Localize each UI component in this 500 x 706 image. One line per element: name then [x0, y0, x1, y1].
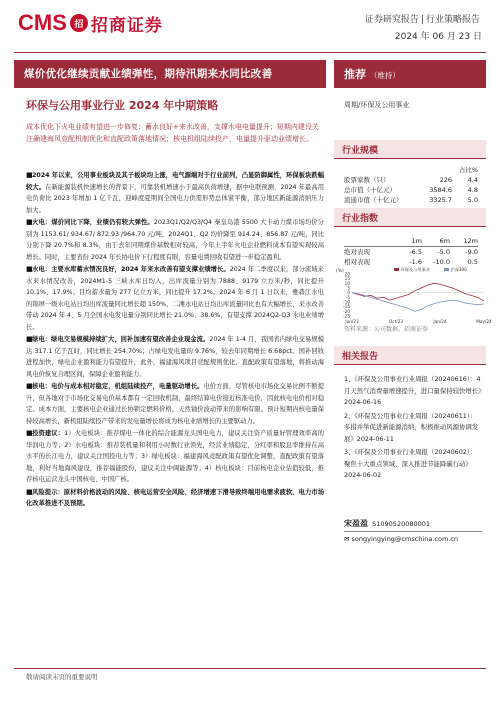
chart-source: 资料来源：公司数据、招商证券	[344, 326, 429, 333]
brand-cn: 招商证券	[90, 15, 163, 36]
y-tick-label: -5	[345, 294, 350, 300]
analyst-divider	[344, 531, 482, 532]
industry-index-table	[344, 236, 478, 267]
bullet-icon: ■	[26, 171, 33, 179]
report-meta: 证券研究报告 | 行业策略报告 2024 年 06 月 23 日	[364, 15, 482, 42]
row-value: -6.5	[409, 248, 422, 256]
y-tick-label: 15	[344, 276, 350, 282]
unit-header: 占比%	[458, 166, 478, 174]
industry-scale-table	[344, 165, 478, 205]
row-label: 绝对表现	[344, 248, 370, 256]
analyst-email[interactable]: songyingying@cmschina.com.cn	[351, 535, 459, 543]
bullet-icon: ■	[26, 429, 33, 437]
row-label: 相对表现	[344, 258, 370, 266]
bullet-icon: ■	[26, 382, 33, 390]
y-tick-label: 20	[344, 271, 350, 277]
x-tick-label: Jan/24	[433, 319, 447, 324]
para-text: 2024 年二季度以来，部分流域来水来水情况改善，2024M1-5 三峡水库日均入，出库流量分别为 7888、9179 立方米/秒，同比提升 10.1%、17.9%；目均蓄水量为 277 亿立方米，同比提升 17.2%。2024 年 6 月 1 日以来，雅砻江水电的锦屏一级水电站日均出库流量同比增长超 150%，二滩水电站日均出库流量同比也有大幅增长，来水改善带动 2024 年 4、5 月全国水电发电量分别同比增长 21.0%、38.6%，有望支撑 2024Q2-Q3 水电业绩增长。	[26, 266, 325, 331]
report-category: 行业策略报告	[425, 15, 480, 25]
row-value: 226	[439, 176, 452, 184]
period-header: 6m	[439, 237, 450, 245]
report-subtitle: 环保与公用事业行业 2024 年中期策略	[26, 99, 219, 112]
table-row	[344, 246, 478, 257]
bullet-icon: ■	[26, 335, 33, 343]
bullet-icon: ■	[26, 218, 33, 226]
email-icon: ✉	[344, 535, 350, 543]
page-header	[0, 0, 500, 56]
analyst-cert: S1090520080001	[372, 520, 431, 528]
report-title: 煤价优化继续贡献业绩弹性，期待汛期来水同比改善	[24, 68, 273, 80]
y-tick-label: -20	[343, 308, 350, 314]
rating-value: 推荐	[344, 68, 366, 81]
row-value: -9.0	[465, 248, 478, 256]
para-text: 电价方面，尽管核电市场化交易比例不断提升，但各地对于市场化交易电价基本都有一定回收机制，最终结算电价接近核准电价，因此核电电价相对稳定。成本方面，主要核电企业通过长协锁定燃料价格，天然铀价波动带来的影响有限。预计短期内核电量保持较高增长，新机组陆续投产带来的发电量增长将成为核电业绩增长的主要驱动力。	[26, 383, 325, 425]
title-banner	[14, 60, 326, 88]
footer-note: 敬请阅读末页的重要说明	[26, 673, 98, 681]
row-label: 流通市值（十亿元）	[344, 196, 403, 204]
related-report-link[interactable]: 1、《环保及公用事业行业周报（20240616）：4 月天然气消费量增速提升，进口量保持较快增长》2024-06-16	[344, 375, 482, 406]
row-value: 3584.6	[429, 186, 452, 194]
row-pct: 4.8	[467, 186, 478, 194]
legend-swatch	[394, 268, 399, 271]
industry-index-heading	[334, 208, 486, 227]
body-text	[26, 170, 324, 511]
section-title: 行业规模	[342, 146, 379, 156]
related-report-link[interactable]: 3、《环保及公用事业行业周报（20240602）：聚焦十大重点领域，深入推进节能降碳行动》2024-06-02	[344, 448, 477, 479]
para-lead: 火电：煤价同比下降，业绩仍有较大弹性。	[32, 219, 154, 226]
body-para	[26, 170, 324, 216]
analyst-block	[344, 519, 482, 544]
industry-scale-heading	[334, 140, 486, 159]
para-lead: 绿电：绿电交易规模持续扩大，回补加速有望改善企业现金流。	[32, 336, 210, 343]
body-para	[26, 381, 324, 427]
brand-badge-icon: 招	[70, 14, 88, 32]
legend-label: 沪深300	[450, 267, 467, 272]
body-para	[26, 334, 324, 380]
period-header: 12m	[463, 237, 478, 245]
report-date: 2024 年 06 月 23 日	[394, 32, 482, 42]
y-tick-label: 0	[347, 290, 350, 296]
y-tick-label: 5	[347, 285, 350, 291]
para-lead: 风险提示：原材料价格波动的风险、核电运营安全风险、经济增速下滑导致终端用电需求疲软、电力市场化改革推进不及预期。	[26, 488, 324, 507]
rating-banner	[334, 60, 486, 88]
x-tick-label: Jun/23	[345, 319, 359, 324]
header-divider	[14, 52, 486, 53]
body-para	[26, 428, 324, 486]
rating-sub: （维持）	[369, 71, 400, 80]
para-text: 2024 年 1-4 月，我国省内绿电交易规模达 317.1 亿千瓦时，同比增长 254.70%；占绿电发电量的 9.76%，较去年同期增长 6.68pct。国补回收进程加快，绿电企业盈利能力有望提升，此外，福建海风项目竞配规则优化，直配政策有望落地，将推动海风电价恢复合理区间，保障企业盈利能力。	[26, 336, 324, 378]
bullet-icon: ■	[26, 487, 33, 496]
brand-en: CMS	[18, 10, 67, 35]
period-header: 1m	[411, 237, 422, 245]
related-reports-heading	[334, 346, 486, 365]
table-header	[344, 165, 478, 175]
report-type: 证券研究报告	[364, 15, 419, 25]
y-tick-label: -15	[343, 304, 350, 310]
footer-divider	[14, 668, 486, 669]
summary-paragraph: 成本优化下火电业绩有望进一步修复；蓄水良好+来水改善，支撑水电电量提升；短期内建设关注确建海风竞配机制优化和直配政策落地情况；核电机组陆续投产，电量提升驱动业绩增长。	[26, 123, 319, 143]
body-para	[26, 217, 324, 263]
bullet-icon: ■	[26, 265, 33, 273]
x-tick-label: Oct/23	[389, 319, 403, 324]
brand-logo	[18, 10, 163, 36]
row-value: -10.0	[433, 258, 450, 266]
related-reports-list	[344, 374, 482, 484]
legend-swatch	[444, 268, 449, 271]
row-label: 股票家数（只）	[344, 176, 390, 184]
y-tick-label: -25	[343, 313, 350, 319]
row-value: 3325.7	[429, 196, 452, 204]
table-header	[344, 236, 478, 246]
row-value: 0.5	[467, 258, 478, 266]
row-value: -1.6	[409, 258, 422, 266]
para-text: 1）火电板块：推荐煤电一体化的综合能源龙头国电电力，建议关注资产质量好管理效率高的华润电力等；2）水电板块：推荐装机量和利用小时数行业领先，经营业绩稳定，分红率和股息率维持在高水平的长江电力，建议关注国投电力等；3）绿电板块：福建海风竞配政策有望优化调整，直配政策有望落地，利好当地海风建设，推荐福能股份，建议关注中闽能源等；4）核电板块：目前核电企业估值较低，推荐核电运营龙头中国核电、中国广核。	[26, 430, 324, 483]
x-tick-label: May/24	[476, 319, 492, 324]
section-title: 相关报告	[342, 352, 379, 362]
para-text: 在新能源装机快速增长的背景下，可靠装机增速小于最高负荷增速，据中电联预测，2024 年最高用电负荷比 2023 年增加 1 亿千瓦，迎峰度夏期间全国电力供需形势总体紧平衡，部分地区新能源消纳压力加大。	[26, 183, 325, 214]
y-tick-label: -10	[343, 299, 350, 305]
performance-chart	[334, 266, 490, 326]
row-value: -5.0	[437, 248, 450, 256]
section-title: 行业指数	[342, 214, 379, 224]
para-lead: 2024 年以来，公用事业板块及其子板块均上涨，电气源端对于行业前列，凸显防御属性，环保板块跌幅较大。	[26, 172, 324, 191]
para-text: 2023Q1/Q2/Q3/Q4 秦皇岛港 5500 大卡动力煤市场均价分别为 1153.61/ 934.67/ 872.93 /964.70 元/吨，2024Q1、Q2 均价降至 914.24、856.87 元/吨，同比分别下降 20.7%和 8.3%，由于去年同期煤价基数相对较高，今年上半年火电企业燃料成本有望实现较高增长。同时，主要省份 2024 年长协电价下行程度有限，容量电费回收有望进一步稳定盈利。	[26, 219, 324, 261]
y-tick-label: 10	[344, 280, 350, 286]
series-line	[352, 283, 484, 301]
row-pct: 4.4	[467, 176, 478, 184]
legend-label: 环保及公用事业	[400, 267, 430, 272]
para-lead: 投资建议：	[32, 430, 65, 437]
body-para	[26, 264, 324, 333]
analyst-name: 宋盈盈	[344, 519, 368, 528]
row-label: 总市值（十亿元）	[344, 186, 396, 194]
para-lead: 水电：主要水库蓄水情况良好，2024 年来水改善有望支撑业绩增长。	[32, 266, 230, 273]
row-pct: 5.0	[467, 196, 478, 204]
related-report-link[interactable]: 2、《环保及公用事业行业周报（20240611）：多措并举促进新能源消纳，积极推动风源协调发展》2024-06-11	[344, 411, 479, 443]
department: 周期/环保及公用事业	[344, 101, 410, 109]
para-lead: 核电：电价与成本相对稳定，机组陆续投产，电量驱动增长。	[32, 383, 204, 390]
body-para	[26, 487, 324, 510]
table-row	[344, 195, 478, 205]
y-axis-label: (%)	[336, 269, 344, 274]
table-row	[344, 175, 478, 185]
rating-label	[344, 66, 400, 82]
table-row	[344, 185, 478, 195]
